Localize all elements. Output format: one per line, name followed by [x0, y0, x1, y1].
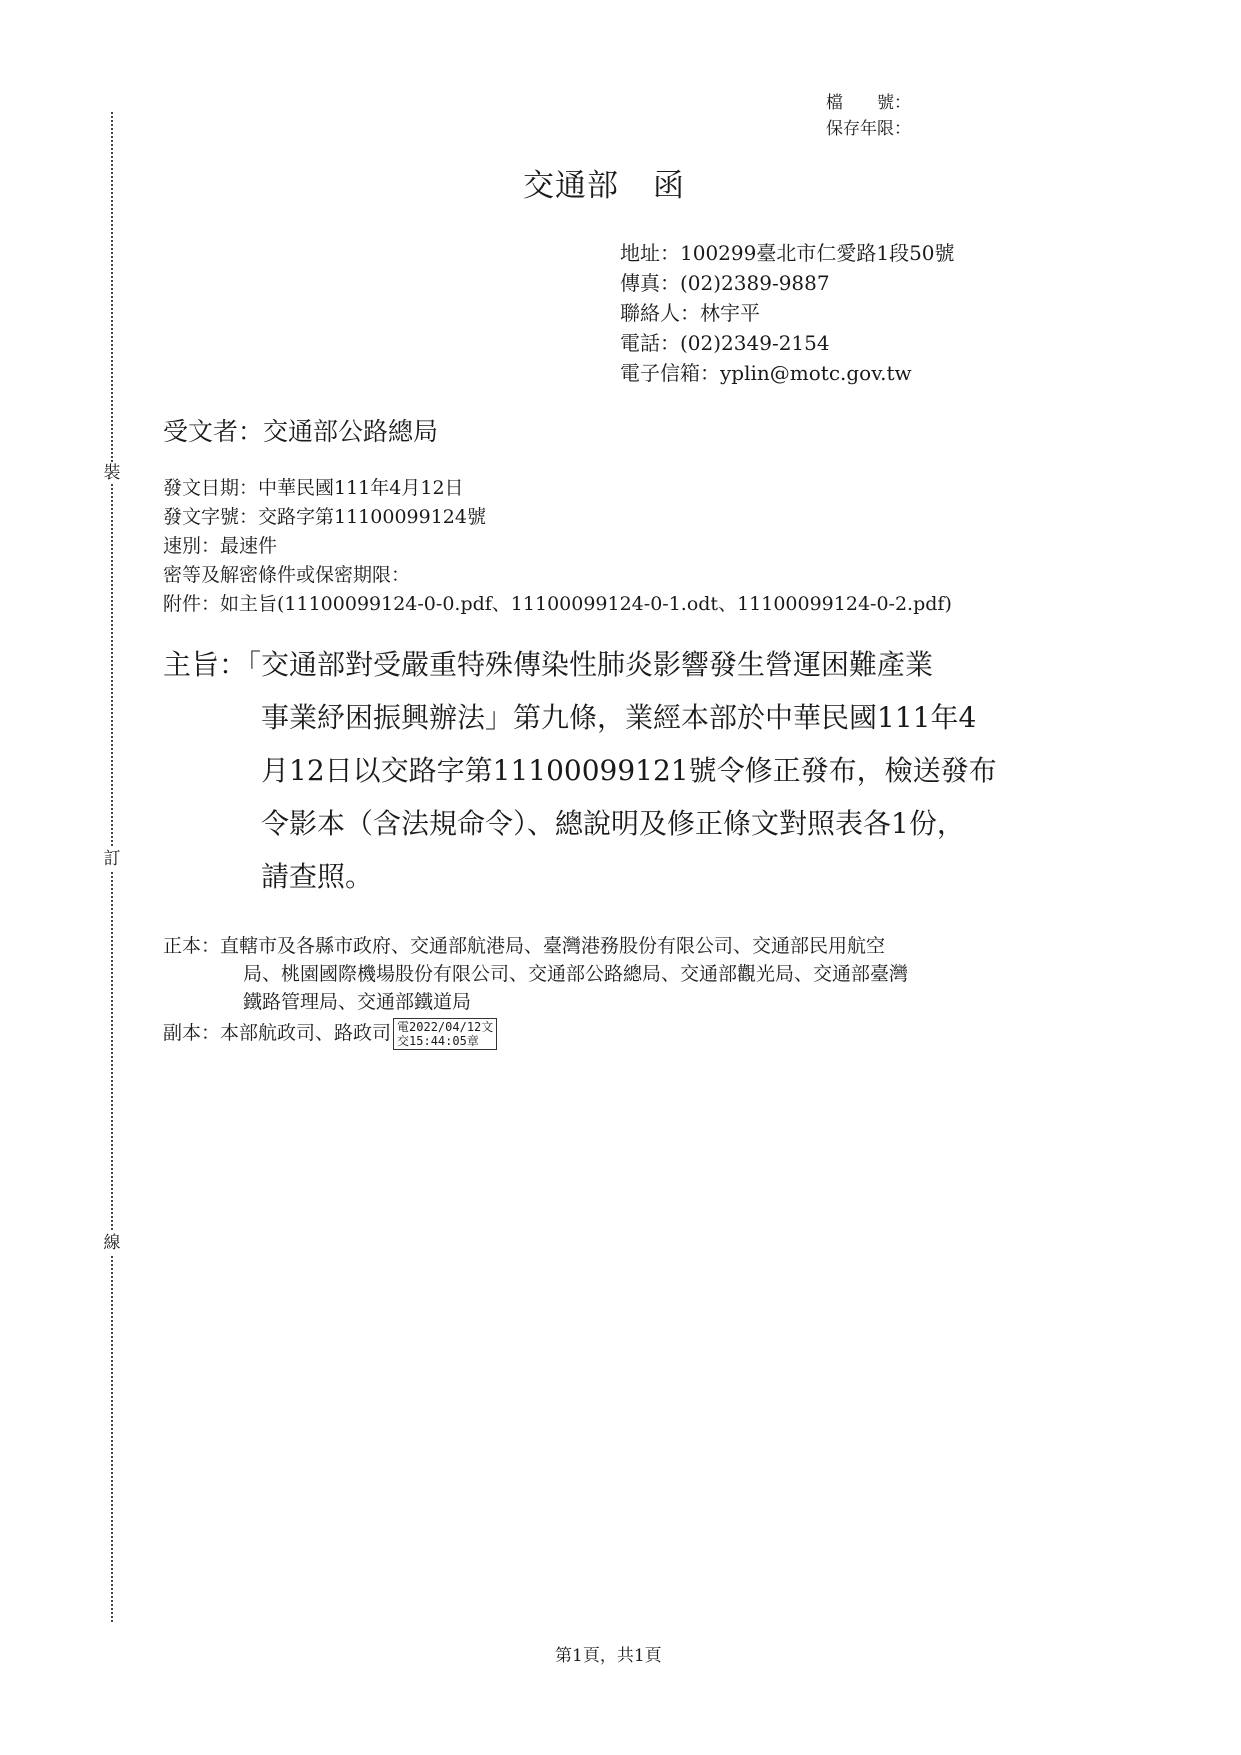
distribution [163, 932, 908, 1050]
recipient: 受文者：交通部公路總局 [163, 417, 439, 446]
email: 電子信箱：yplin@motc.gov.tw [620, 361, 912, 385]
issuing-agency: 交通部 [523, 168, 619, 204]
file-number-label: 檔 號： [826, 93, 911, 113]
copy-recipients-row [163, 1018, 908, 1050]
stamp-line-1: 電2022/04/12文 [397, 1020, 494, 1034]
contact-person: 聯絡人：林宇平 [620, 301, 760, 325]
binding-mark-xian: 線 [101, 1232, 123, 1254]
document-title [523, 160, 685, 205]
contact-block [620, 238, 955, 388]
urgency: 速別：最速件 [163, 535, 278, 557]
subject-line-3: 月12日以交路字第11100099121號令修正發布，檢送發布 [261, 754, 997, 787]
page-footer: 第1頁，共1頁 [555, 1646, 662, 1666]
address: 地址：100299臺北市仁愛路1段50號 [620, 241, 955, 265]
original-recipients-line-1: 正本：直轄市及各縣市政府、交通部航港局、臺灣港務股份有限公司、交通部民用航空 [163, 935, 886, 957]
file-meta [826, 90, 911, 142]
original-recipients-line-3: 鐵路管理局、交通部鐵道局 [243, 991, 472, 1013]
subject-line-4: 令影本（含法規命令）、總說明及修正條文對照表各1份， [261, 807, 965, 840]
binding-mark-zhuang: 裝 [101, 462, 123, 484]
document-type: 函 [653, 168, 685, 204]
classification: 密等及解密條件或保密期限： [163, 564, 411, 586]
document-number: 發文字號：交路字第11100099124號 [163, 506, 486, 528]
subject-line-2: 事業紓困振興辦法」第九條，業經本部於中華民國111年4 [261, 701, 977, 734]
fax: 傳真：(02)2389-9887 [620, 271, 830, 295]
original-recipients-line-2: 局、桃園國際機場股份有限公司、交通部公路總局、交通部觀光局、交通部臺灣 [243, 963, 909, 985]
retention-period-label: 保存年限： [826, 119, 911, 139]
subject [163, 638, 997, 903]
copy-recipients: 副本：本部航政司、路政司 [163, 1022, 392, 1044]
attachments: 附件：如主旨(11100099124-0-0.pdf、11100099124-0-1.odt、11100099124-0-2.pdf) [163, 593, 952, 615]
binding-mark-ding: 訂 [101, 848, 123, 870]
subject-line-5: 請查照。 [261, 860, 374, 893]
subject-line-1: 主旨：「交通部對受嚴重特殊傳染性肺炎影響發生營運困難產業 [163, 648, 934, 681]
stamp-line-2: 交15:44:05章 [397, 1034, 479, 1048]
phone: 電話：(02)2349-2154 [620, 331, 830, 355]
document-meta [163, 474, 952, 619]
issue-date: 發文日期：中華民國111年4月12日 [163, 477, 464, 499]
electronic-seal-stamp [393, 1018, 497, 1050]
